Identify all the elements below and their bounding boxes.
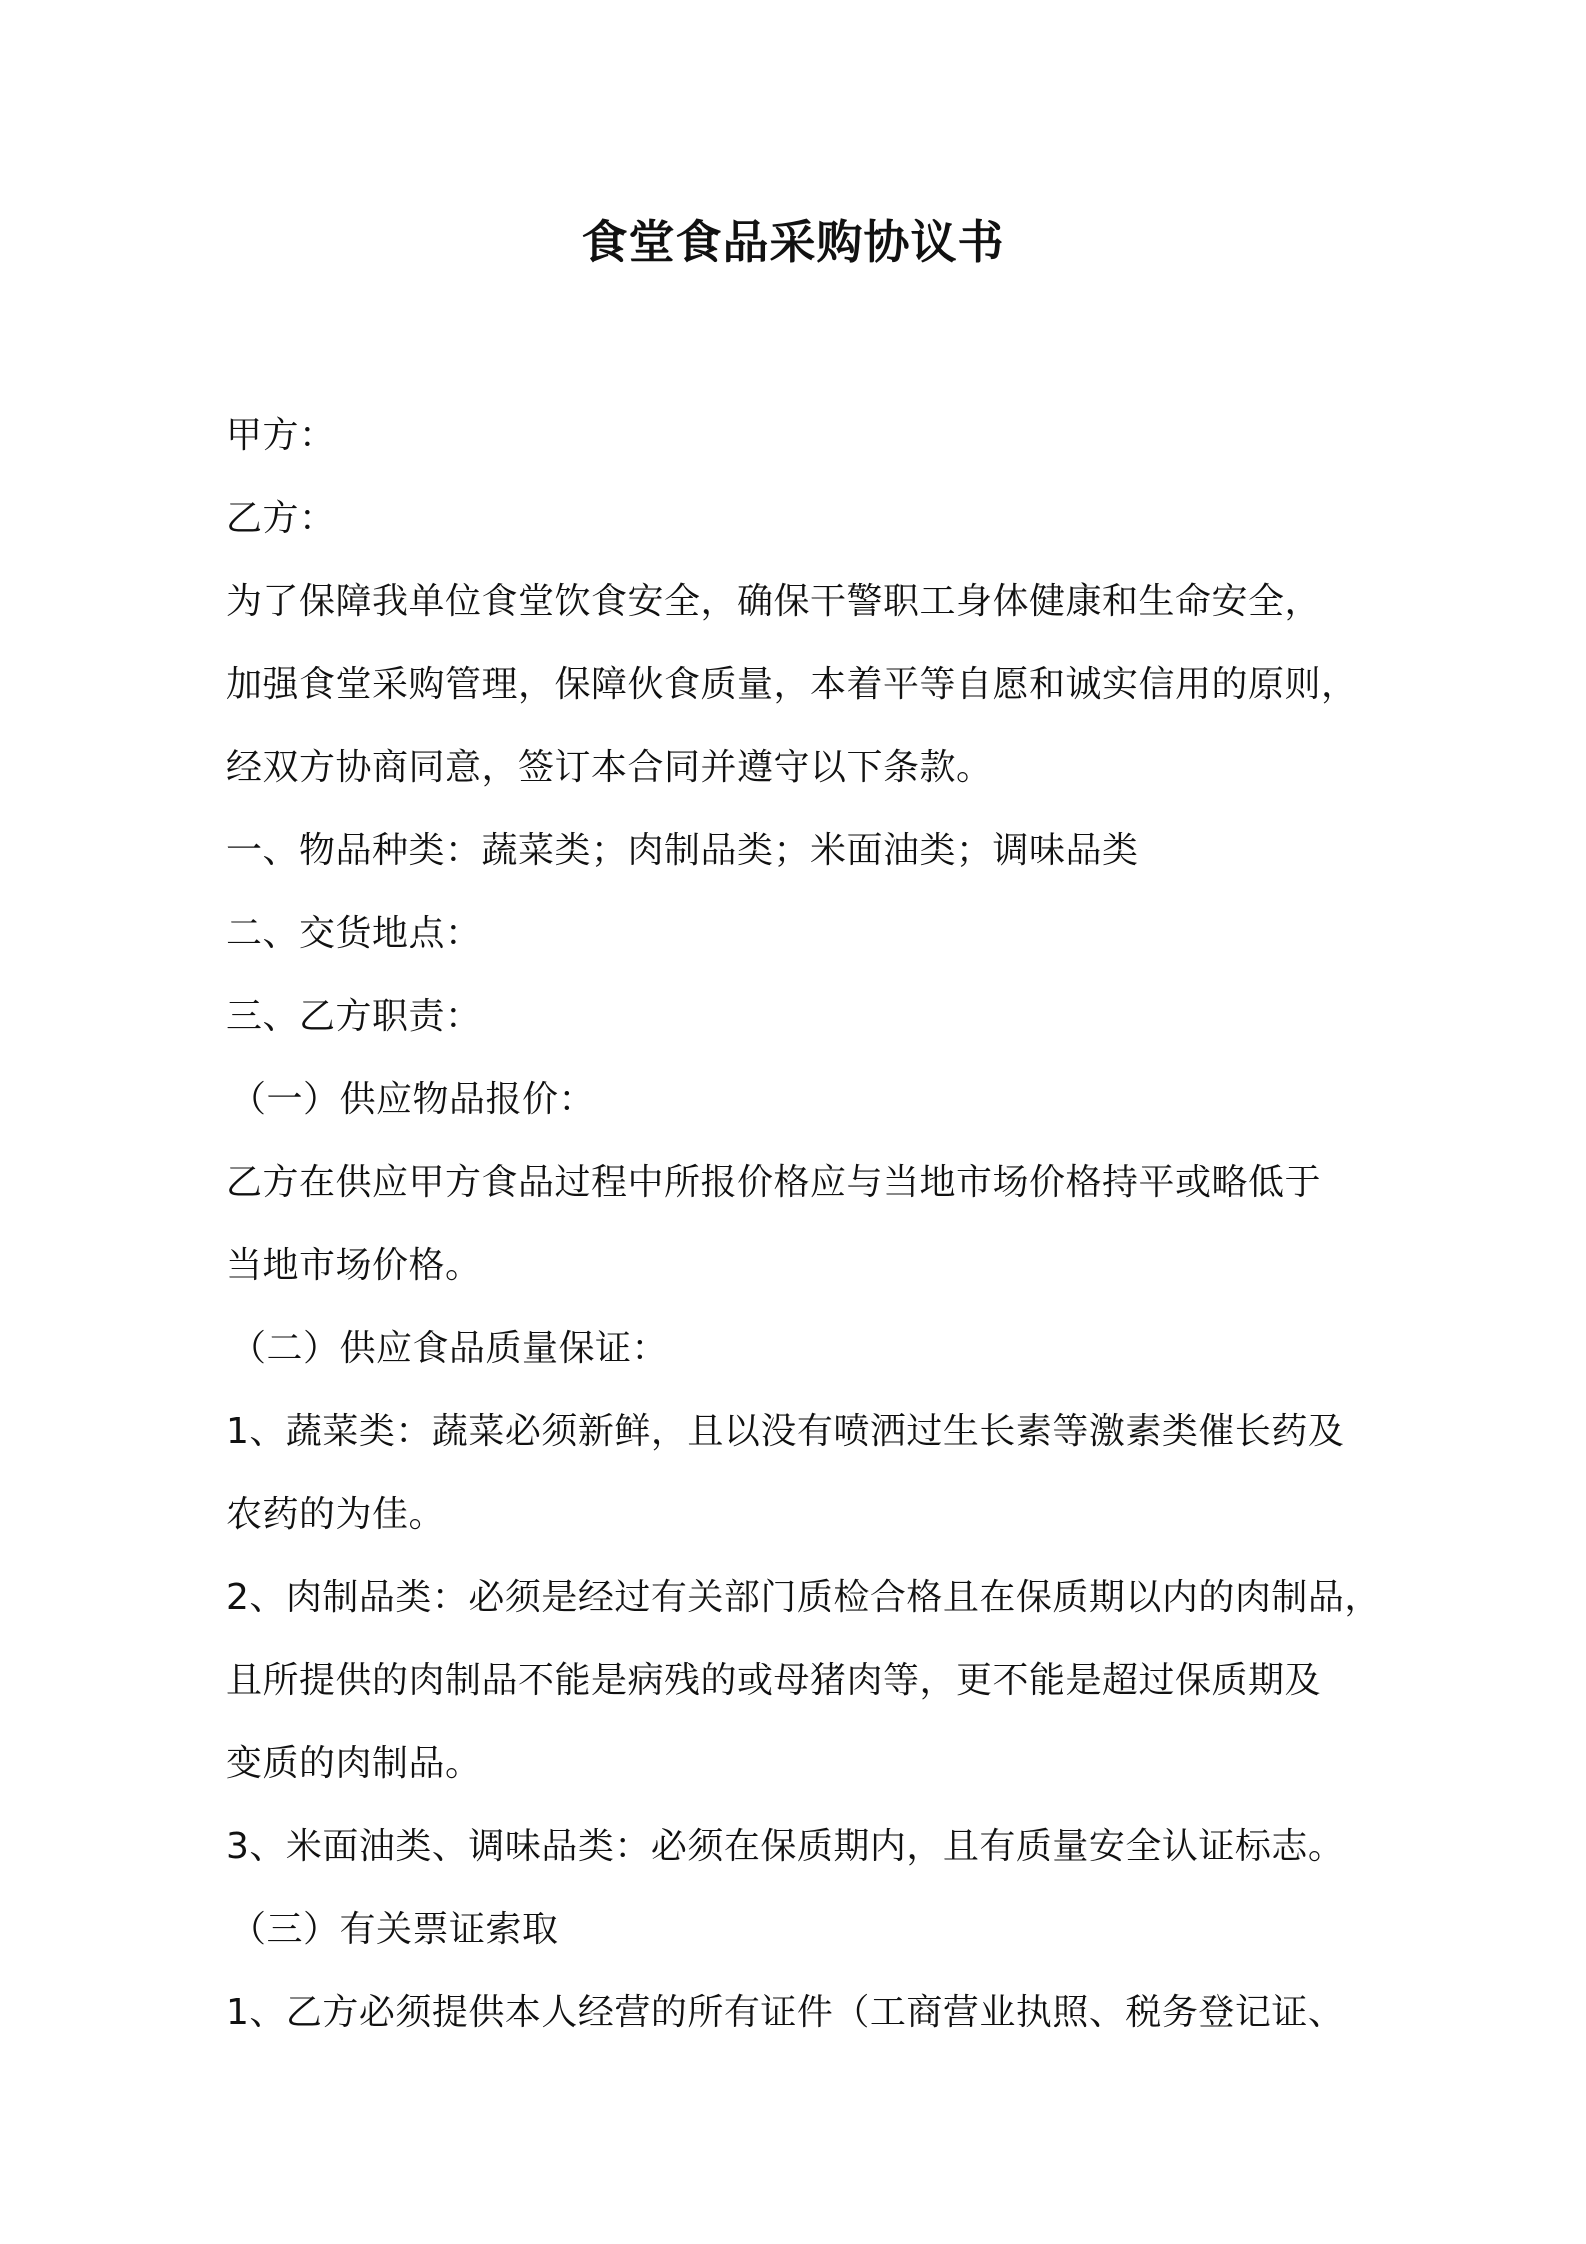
price-quote-text-1: 乙方在供应甲方食品过程中所报价格应与当地市场价格持平或略低于 [226, 1162, 1322, 1203]
party-b-line: 乙方： [226, 498, 336, 539]
preamble-line-2: 加强食堂采购管理，保障伙食质量，本着平等自愿和诚实信用的原则， [226, 664, 1358, 705]
quality-grain-oil-seasoning: 3、米面油类、调味品类：必须在保质期内，且有质量安全认证标志。 [226, 1826, 1345, 1867]
clause-party-b-duties: 三、乙方职责： [226, 996, 482, 1037]
clause-delivery-location: 二、交货地点： [226, 913, 482, 954]
price-quote-text-2: 当地市场价格。 [226, 1245, 482, 1286]
quality-meat-3: 变质的肉制品。 [226, 1743, 482, 1784]
quality-meat-1: 2、肉制品类：必须是经过有关部门质检合格且在保质期以内的肉制品， [226, 1577, 1381, 1618]
preamble-line-3: 经双方协商同意，签订本合同并遵守以下条款。 [226, 747, 993, 788]
document-title: 食堂食品采购协议书 [581, 215, 1005, 269]
quality-meat-2: 且所提供的肉制品不能是病残的或母猪肉等，更不能是超过保质期及 [226, 1660, 1322, 1701]
quality-vegetables-1: 1、蔬菜类：蔬菜必须新鲜，且以没有喷洒过生长素等激素类催长药及 [226, 1411, 1345, 1452]
subclause-price-quote: （一）供应物品报价： [230, 1079, 596, 1120]
party-a-line: 甲方： [226, 415, 336, 456]
subclause-quality-guarantee: （二）供应食品质量保证： [230, 1328, 669, 1369]
receipts-line-1: 1、乙方必须提供本人经营的所有证件（工商营业执照、税务登记证、 [226, 1992, 1345, 2033]
subclause-receipts: （三）有关票证索取 [230, 1909, 559, 1950]
clause-item-types: 一、物品种类：蔬菜类；肉制品类；米面油类；调味品类 [226, 830, 1139, 871]
quality-vegetables-2: 农药的为佳。 [226, 1494, 446, 1535]
preamble-line-1: 为了保障我单位食堂饮食安全，确保干警职工身体健康和生命安全， [226, 581, 1322, 622]
